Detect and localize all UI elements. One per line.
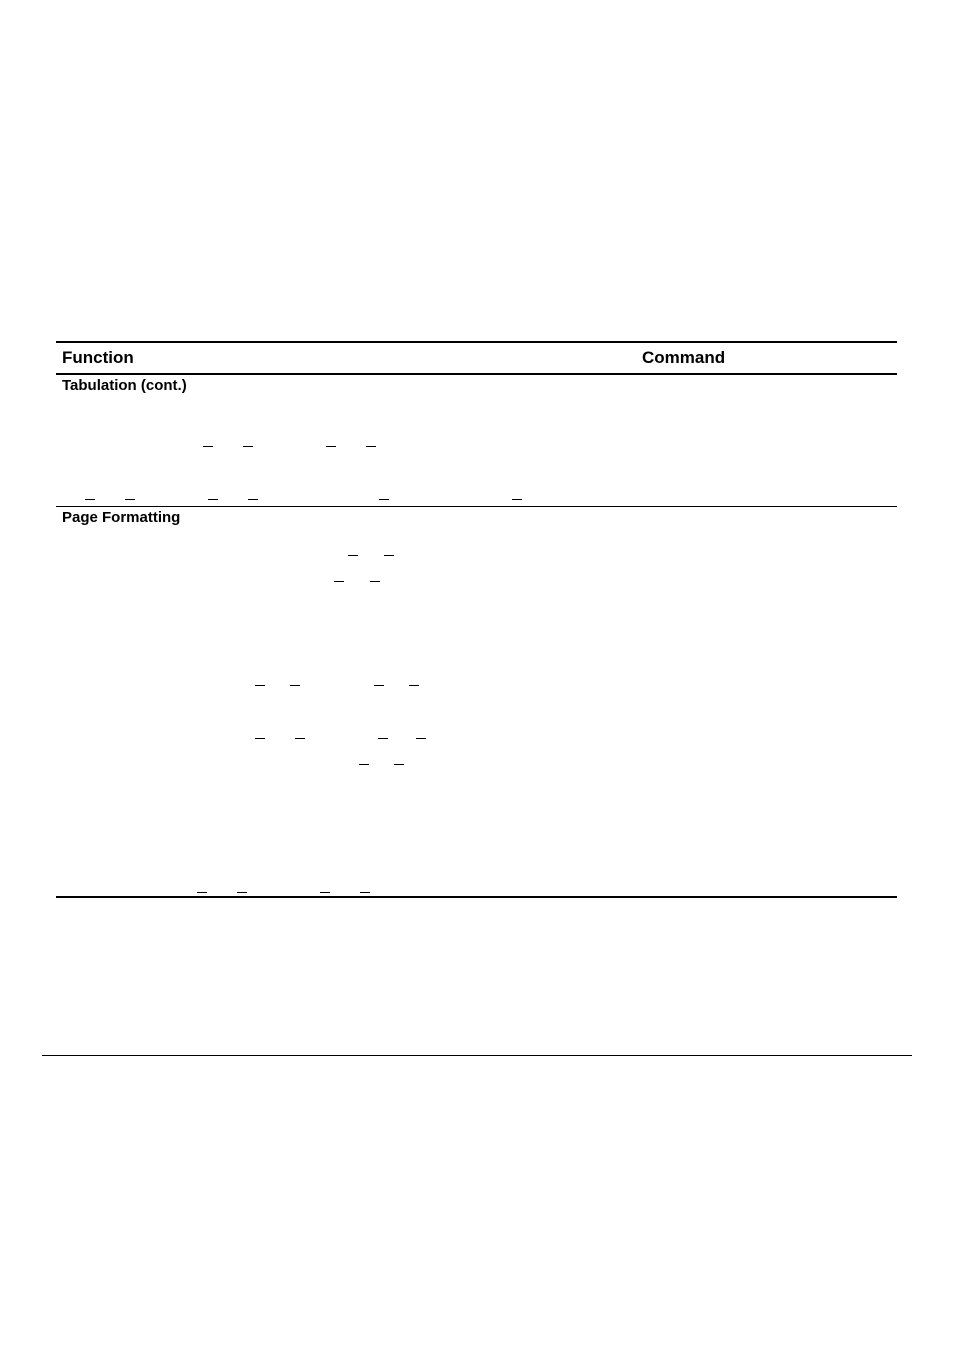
blank-mark <box>85 499 95 500</box>
blank-mark <box>379 499 389 500</box>
blank-mark <box>384 555 394 556</box>
blank-mark <box>394 764 404 765</box>
header-bottom-rule <box>56 373 897 375</box>
blank-mark <box>512 499 522 500</box>
blank-mark <box>359 764 369 765</box>
blank-mark <box>348 555 358 556</box>
section-divider <box>56 506 897 507</box>
header-command: Command <box>642 348 726 367</box>
section-title-tabulation: Tabulation (cont.) <box>62 377 187 394</box>
blank-mark <box>366 446 376 447</box>
header-function: Function <box>62 348 134 367</box>
blank-mark <box>290 685 300 686</box>
blank-mark <box>409 685 419 686</box>
blank-mark <box>326 446 336 447</box>
blank-mark <box>203 446 213 447</box>
blank-mark <box>255 685 265 686</box>
blank-mark <box>237 892 247 893</box>
table-top-rule <box>56 341 897 343</box>
page-footer-rule <box>42 1055 912 1056</box>
blank-mark <box>295 738 305 739</box>
section-title-page-formatting: Page Formatting <box>62 509 181 526</box>
blank-mark <box>248 499 258 500</box>
blank-mark <box>334 581 344 582</box>
blank-mark <box>320 892 330 893</box>
blank-mark <box>255 738 265 739</box>
blank-mark <box>197 892 207 893</box>
blank-mark <box>416 738 426 739</box>
blank-mark <box>378 738 388 739</box>
blank-mark <box>208 499 218 500</box>
blank-mark <box>243 446 253 447</box>
blank-mark <box>370 581 380 582</box>
blank-mark <box>125 499 135 500</box>
blank-mark <box>360 892 370 893</box>
blank-mark <box>374 685 384 686</box>
table-bottom-rule <box>56 896 897 898</box>
